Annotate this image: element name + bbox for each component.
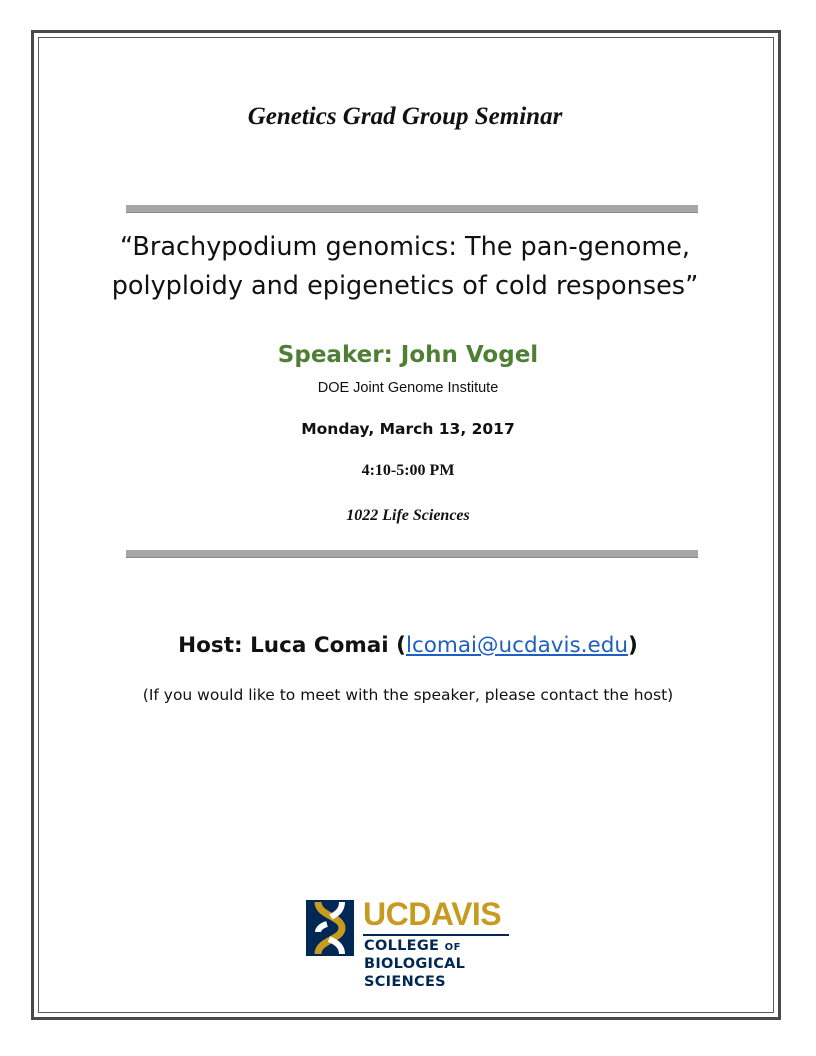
divider-top	[126, 205, 698, 213]
divider-bottom	[126, 550, 698, 558]
host-contact-note: (If you would like to meet with the speaker, please contact the host)	[142, 686, 674, 704]
logo-sciences-line: SCIENCES	[364, 974, 446, 990]
talk-title-line-2: polyploidy and epigenetics of cold responses”	[111, 271, 699, 301]
logo-underline	[363, 934, 509, 936]
ucdavis-wordmark	[363, 896, 501, 932]
host-suffix: )	[628, 633, 638, 658]
ucdavis-logo	[306, 896, 516, 995]
logo-college-line	[364, 938, 461, 956]
logo-college: COLLEGE	[364, 938, 440, 954]
dna-helix-icon	[306, 900, 354, 956]
host-prefix: Host: Luca Comai (	[178, 633, 406, 658]
host-line	[0, 633, 816, 658]
speaker-affiliation: DOE Joint Genome Institute	[317, 380, 499, 396]
talk-title-line-1: “Brachypodium genomics: The pan-genome,	[119, 232, 690, 262]
logo-of: OF	[444, 942, 461, 953]
page-border-inner	[38, 37, 774, 1013]
talk-title	[60, 228, 750, 306]
logo-biological-line: BIOLOGICAL	[364, 956, 466, 972]
host-email-link[interactable]: lcomai@ucdavis.edu	[405, 633, 629, 658]
seminar-series-title: Genetics Grad Group Seminar	[247, 103, 563, 130]
wordmark-uc: UC	[363, 896, 409, 932]
seminar-location: 1022 Life Sciences	[346, 507, 470, 524]
seminar-time: 4:10-5:00 PM	[361, 462, 455, 479]
speaker-name: Speaker: John Vogel	[277, 342, 539, 368]
wordmark-davis: DAVIS	[408, 896, 502, 932]
seminar-date: Monday, March 13, 2017	[301, 420, 515, 438]
